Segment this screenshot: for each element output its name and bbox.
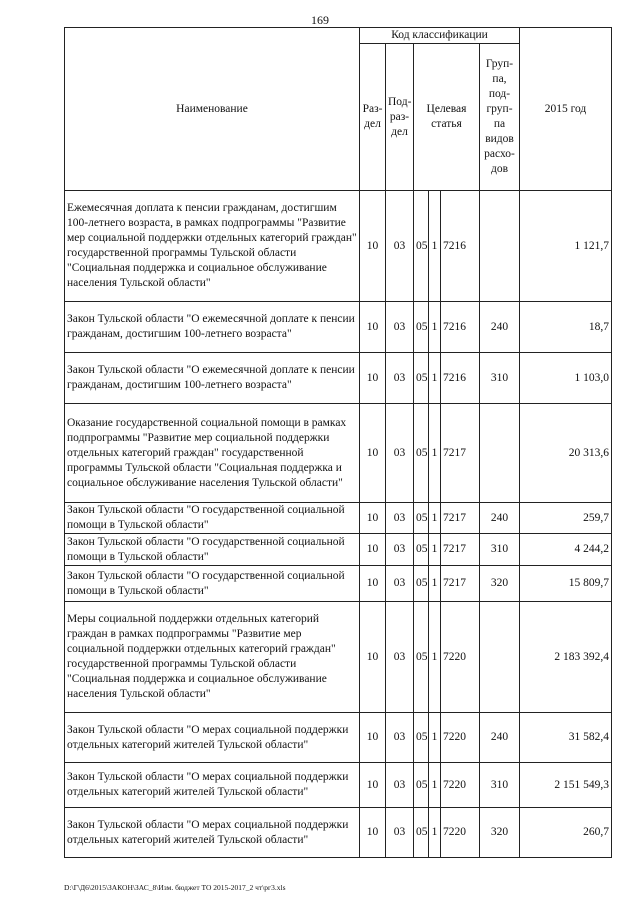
row-target-program: 05: [414, 191, 429, 302]
row-amount: 4 244,2: [520, 534, 612, 566]
row-target-program: 05: [414, 808, 429, 858]
row-expense-group: 240: [480, 302, 520, 353]
row-target-subprogram: 1: [429, 534, 441, 566]
header-section: Раз- дел: [360, 44, 386, 191]
row-amount: 20 313,6: [520, 404, 612, 503]
budget-table: [64, 27, 612, 858]
row-target-program: 05: [414, 566, 429, 602]
row-expense-group: [480, 404, 520, 503]
row-amount: 259,7: [520, 503, 612, 534]
row-target-program: 05: [414, 404, 429, 503]
row-target-code: 7216: [441, 302, 480, 353]
row-amount: 31 582,4: [520, 713, 612, 763]
row-target-program: 05: [414, 763, 429, 808]
row-section: 10: [360, 191, 386, 302]
row-name: Закон Тульской области "О государственной социальной помощи в Тульской области": [65, 503, 360, 534]
row-expense-group: 240: [480, 503, 520, 534]
header-year-2015: 2015 год: [520, 28, 612, 191]
row-amount: 2 183 392,4: [520, 602, 612, 713]
row-target-subprogram: 1: [429, 503, 441, 534]
table-row: [65, 191, 612, 302]
row-target-code: 7216: [441, 353, 480, 404]
row-amount: 2 151 549,3: [520, 763, 612, 808]
table-row: [65, 713, 612, 763]
table-row: [65, 404, 612, 503]
row-target-program: 05: [414, 353, 429, 404]
row-target-subprogram: 1: [429, 808, 441, 858]
table-row: [65, 566, 612, 602]
row-target-code: 7217: [441, 404, 480, 503]
table-row: [65, 808, 612, 858]
header-subsection: Под- раз- дел: [386, 44, 414, 191]
row-expense-group: [480, 602, 520, 713]
row-target-program: 05: [414, 534, 429, 566]
row-subsection: 03: [386, 566, 414, 602]
row-name: Закон Тульской области "О ежемесячной доплате к пенсии гражданам, достигшим 100-летнего возраста": [65, 353, 360, 404]
table-row: [65, 353, 612, 404]
row-section: 10: [360, 808, 386, 858]
row-subsection: 03: [386, 763, 414, 808]
row-expense-group: 310: [480, 763, 520, 808]
row-target-code: 7217: [441, 566, 480, 602]
row-section: 10: [360, 404, 386, 503]
row-subsection: 03: [386, 503, 414, 534]
table-row: [65, 302, 612, 353]
row-target-code: 7220: [441, 763, 480, 808]
row-expense-group: 320: [480, 808, 520, 858]
row-target-subprogram: 1: [429, 763, 441, 808]
table-row: [65, 763, 612, 808]
row-amount: 15 809,7: [520, 566, 612, 602]
row-expense-group: 310: [480, 353, 520, 404]
row-subsection: 03: [386, 808, 414, 858]
row-target-subprogram: 1: [429, 191, 441, 302]
row-subsection: 03: [386, 602, 414, 713]
row-subsection: 03: [386, 353, 414, 404]
row-name: Закон Тульской области "О государственной социальной помощи в Тульской области": [65, 566, 360, 602]
row-target-program: 05: [414, 302, 429, 353]
table-row: [65, 602, 612, 713]
row-target-program: 05: [414, 713, 429, 763]
row-target-subprogram: 1: [429, 404, 441, 503]
header-name: Наименование: [65, 28, 360, 191]
row-section: 10: [360, 534, 386, 566]
row-subsection: 03: [386, 404, 414, 503]
row-target-subprogram: 1: [429, 602, 441, 713]
header-target-article: Целевая статья: [414, 44, 480, 191]
row-subsection: 03: [386, 713, 414, 763]
row-target-code: 7216: [441, 191, 480, 302]
row-amount: 260,7: [520, 808, 612, 858]
row-target-program: 05: [414, 503, 429, 534]
row-name: Закон Тульской области "О мерах социальной поддержки отдельных категорий жителей Тульской области": [65, 763, 360, 808]
row-subsection: 03: [386, 534, 414, 566]
table-row: [65, 534, 612, 566]
row-section: 10: [360, 602, 386, 713]
row-target-program: 05: [414, 602, 429, 713]
row-amount: 1 121,7: [520, 191, 612, 302]
row-name: Ежемесячная доплата к пенсии гражданам, достигшим 100-летнего возраста, в рамках подпрограммы "Развитие мер социальной поддержки отдельных категорий граждан" государственной программы Тульской области "Социальная поддержка и социальное обслуживание населения Тульской области": [65, 191, 360, 302]
header-classification-code: Код классификации: [360, 28, 520, 44]
row-expense-group: 240: [480, 713, 520, 763]
row-section: 10: [360, 763, 386, 808]
row-target-subprogram: 1: [429, 353, 441, 404]
row-expense-group: 320: [480, 566, 520, 602]
row-section: 10: [360, 302, 386, 353]
row-expense-group: 310: [480, 534, 520, 566]
row-section: 10: [360, 503, 386, 534]
page-number: 169: [311, 13, 329, 27]
table-row: [65, 503, 612, 534]
row-amount: 18,7: [520, 302, 612, 353]
row-subsection: 03: [386, 191, 414, 302]
row-target-subprogram: 1: [429, 566, 441, 602]
header-expense-group: Груп- па, под- груп- па видов расхо- дов: [480, 44, 520, 191]
row-name: Закон Тульской области "О ежемесячной доплате к пенсии гражданам, достигшим 100-летнего возраста": [65, 302, 360, 353]
row-target-code: 7220: [441, 713, 480, 763]
row-amount: 1 103,0: [520, 353, 612, 404]
row-name: Меры социальной поддержки отдельных категорий граждан в рамках подпрограммы "Развитие мер социальной поддержки отдельных категорий граждан" государственной программы Тульской области "Социальная поддержка и социальное обслуживание населения Тульской области": [65, 602, 360, 713]
file-path-footer: D:\Г\Д6\2015\ЗАКОН\ЗАС_8\Изм. бюджет ТО 2015-2017_2 чт\рг3.xls: [64, 883, 286, 892]
row-name: Закон Тульской области "О государственной социальной помощи в Тульской области": [65, 534, 360, 566]
row-target-subprogram: 1: [429, 713, 441, 763]
row-expense-group: [480, 191, 520, 302]
row-name: Оказание государственной социальной помощи в рамках подпрограммы "Развитие мер социальной поддержки отдельных категорий граждан" государственной программы Тульской области "Социальная поддержка и социальное обслуживание населения Тульской области": [65, 404, 360, 503]
row-target-code: 7217: [441, 503, 480, 534]
row-target-code: 7217: [441, 534, 480, 566]
row-target-code: 7220: [441, 602, 480, 713]
row-section: 10: [360, 566, 386, 602]
row-target-subprogram: 1: [429, 302, 441, 353]
row-name: Закон Тульской области "О мерах социальной поддержки отдельных категорий жителей Тульской области": [65, 713, 360, 763]
row-subsection: 03: [386, 302, 414, 353]
row-section: 10: [360, 713, 386, 763]
row-target-code: 7220: [441, 808, 480, 858]
row-section: 10: [360, 353, 386, 404]
row-name: Закон Тульской области "О мерах социальной поддержки отдельных категорий жителей Тульской области": [65, 808, 360, 858]
